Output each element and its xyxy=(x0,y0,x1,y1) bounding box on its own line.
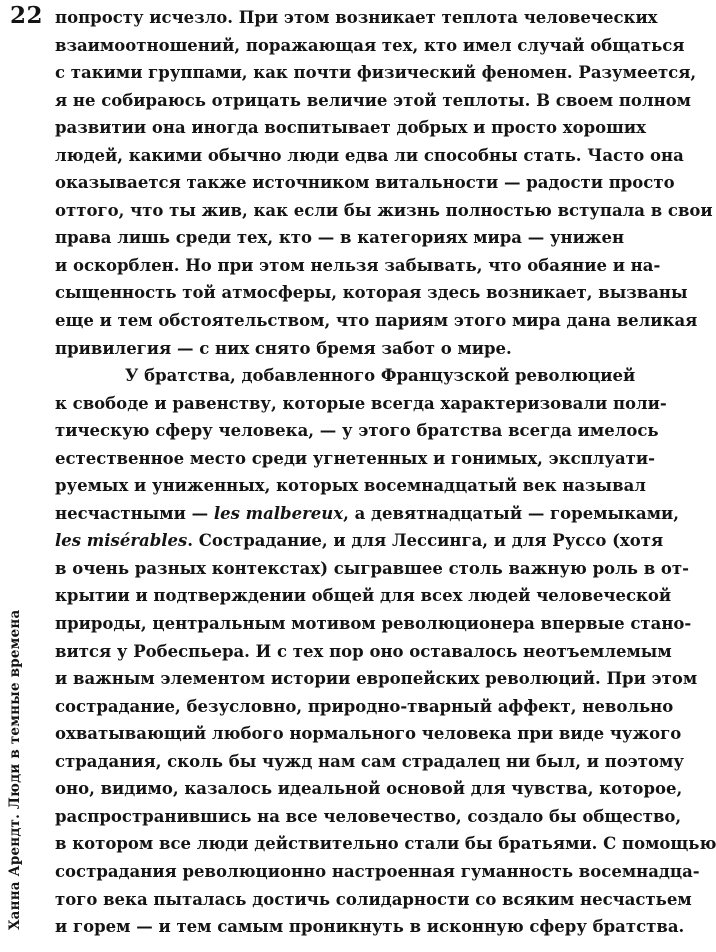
text-line: с такими группами, как почти физический феномен. Разумеется, xyxy=(55,63,697,83)
text-run: . Сострадание, и для Лессинга, и для Руссо (хотя xyxy=(187,531,664,551)
text-run: , а девятнадцатый — горемыками, xyxy=(343,503,680,523)
text-line: сострадание, безусловно, природно-тварный аффект, невольно xyxy=(55,696,674,716)
text-line: и важным элементом истории европейских революций. При этом xyxy=(55,669,698,689)
text-line: и горем — и тем самым проникнуть в исконную сферу братства. xyxy=(55,917,685,937)
text-line: сыщенность той атмосферы, которая здесь возникает, вызваны xyxy=(55,283,688,303)
italic-term: les misérables xyxy=(55,531,188,551)
text-line-with-italic xyxy=(55,500,680,528)
italic-term: les malbereux xyxy=(213,503,344,523)
text-line: в очень разных контекстах) сыгравшее столь важную роль в от- xyxy=(55,558,689,578)
text-line: охватывающий любого нормального человека при виде чужого xyxy=(55,724,682,744)
text-line: развитии она иногда воспитывает добрых и просто хороших xyxy=(55,118,646,138)
text-line: к свободе и равенству, которые всегда характеризовали поли- xyxy=(55,393,667,413)
running-head: Ханна Арендт. Люди в темные времена xyxy=(7,609,23,930)
text-run: несчастными — xyxy=(55,503,214,523)
text-line: крытии и подтверждении общей для всех людей человеческой xyxy=(55,586,672,606)
text-line: оно, видимо, казалось идеальной основой для чувства, которое, xyxy=(55,779,683,799)
text-line: природы, центральным мотивом революционера впервые стано- xyxy=(55,614,692,634)
text-line: в котором все люди действительно стали бы братьями. С помощью xyxy=(55,834,716,854)
text-line: оттого, что ты жив, как если бы жизнь полностью вступала в свои xyxy=(55,200,713,220)
text-line: сострадания революционно настроенная гуманность восемнадца- xyxy=(55,861,700,881)
text-line: и оскорблен. Но при этом нельзя забывать, что обаяние и на- xyxy=(55,255,661,275)
text-line: попросту исчезло. При этом возникает теплота человеческих xyxy=(55,8,658,27)
text-line: того века пыталась достичь солидарности со всяким несчастьем xyxy=(55,889,692,909)
text-line: тическую сферу человека, — у этого братства всегда имелось xyxy=(55,421,659,441)
text-line: людей, какими обычно люди едва ли способны стать. Часто она xyxy=(55,145,684,165)
text-line: страдания, сколь бы чужд нам сам страдалец ни был, и поэтому xyxy=(55,751,684,771)
text-line: руемых и униженных, которых восемнадцатый век называл xyxy=(55,476,646,496)
page-number: 22 xyxy=(10,2,44,29)
text-line: оказывается также источником витальности — радости просто xyxy=(55,173,675,193)
text-line: взаимоотношений, поражающая тех, кто имел случай общаться xyxy=(55,35,685,55)
paragraph-start-line: У братства, добавленного Французской революцией xyxy=(125,366,636,386)
text-line-with-italic xyxy=(55,527,664,555)
text-line: вится у Робеспьера. И с тех пор оно оставалось неотъемлемым xyxy=(55,641,672,661)
text-line: еще и тем обстоятельством, что париям этого мира дана великая xyxy=(55,311,698,331)
text-line: распространившись на все человечество, создало бы общество, xyxy=(55,806,682,826)
text-line: естественное место среди угнетенных и гонимых, эксплуати- xyxy=(55,448,655,468)
text-body xyxy=(55,4,716,941)
text-line: привилегия — с них снято бремя забот о мире. xyxy=(55,338,512,358)
text-line: я не собираюсь отрицать величие этой теплоты. В своем полном xyxy=(55,90,691,110)
text-line: права лишь среди тех, кто — в категориях мира — унижен xyxy=(55,228,625,248)
